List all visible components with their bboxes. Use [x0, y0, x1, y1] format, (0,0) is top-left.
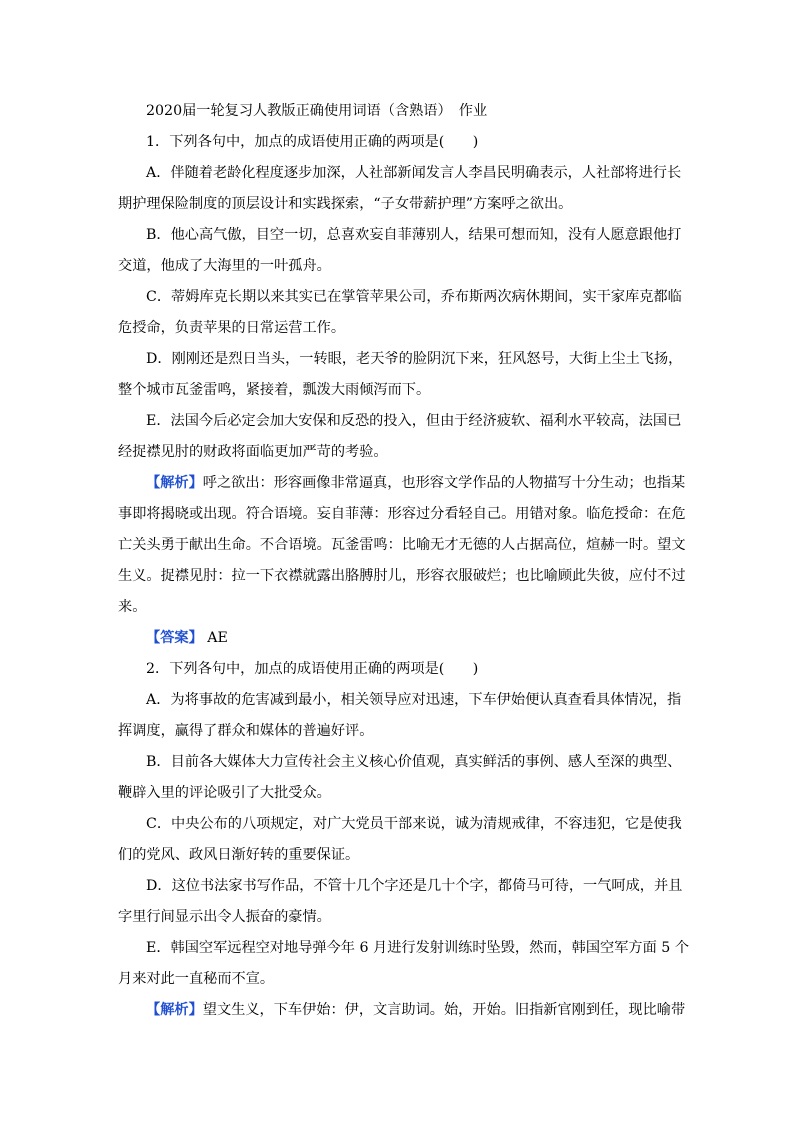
q1-stem: 1．下列各句中，加点的成语使用正确的两项是( )	[146, 134, 479, 150]
q2-analysis-line1	[118, 995, 686, 1026]
q1-analysis-text-1: 呼之欲出：形容画像非常逼真，也形容文学作品的人物描写十分生动；也指某	[202, 475, 686, 491]
q1-option-d-line2: 整个城市瓦釜雷鸣，紧接着，瓢泼大雨倾泻而下。	[118, 382, 431, 398]
q2-option-e-line2: 月来对此一直秘而不宣。	[118, 971, 275, 987]
answer-tag: 【答案】	[146, 630, 203, 646]
analysis-tag: 【解析】	[146, 1002, 203, 1018]
q1-analysis-line1	[118, 468, 686, 499]
analysis-tag: 【解析】	[146, 475, 203, 491]
q2-option-e-line1: E．韩国空军远程空对地导弹今年 6 月进行发射训练时坠毁，然而，韩国空军方面 5 个	[146, 940, 690, 956]
q1-analysis-line2: 事即将揭晓或出现。符合语境。妄自菲薄：形容过分看轻自己。用错对象。临危授命：在危	[118, 506, 686, 522]
q1-analysis-line5: 来。	[118, 599, 147, 615]
q1-answer-line	[118, 623, 678, 654]
q1-analysis-line3: 亡关头勇于献出生命。不合语境。瓦釜雷鸣：比喻无才无德的人占据高位，煊赫一时。望文	[118, 537, 686, 553]
q1-analysis-line4: 生义。捉襟见肘：拉一下衣襟就露出胳膊肘儿，形容衣服破烂；也比喻顾此失彼，应付不过	[118, 568, 686, 584]
q2-option-c-line1: C．中央公布的八项规定，对广大党员干部来说，诚为清规戒律，不容违犯，它是使我	[146, 816, 682, 832]
document-page	[118, 96, 690, 1026]
q2-option-d-line1: D．这位书法家书写作品，不管十几个字还是几十个字，都倚马可待，一气呵成，并且	[146, 878, 683, 894]
q2-analysis-text-1: 望文生义，下车伊始：伊，文言助词。始，开始。旧指新官刚到任，现比喻带	[202, 1002, 686, 1018]
q2-option-b-line2: 鞭辟入里的评论吸引了大批受众。	[118, 785, 331, 801]
q1-option-a-line1: A．伴随着老龄化程度逐步加深，人社部新闻发言人李昌民明确表示，人社部将进行长	[146, 165, 682, 181]
q1-option-b-line2: 交道，他成了大海里的一叶孤舟。	[118, 258, 331, 274]
q2-option-c-line2: 们的党风、政风日渐好转的重要保证。	[118, 847, 360, 863]
q1-option-a-line2: 期护理保险制度的顶层设计和实践探索，“子女带薪护理”方案呼之欲出。	[118, 196, 573, 212]
q2-option-a-line2: 挥调度，赢得了群众和媒体的普遍好评。	[118, 723, 374, 739]
q2-option-b-line1: B．目前各大媒体大力宣传社会主义核心价值观，真实鲜活的事例、感人至深的典型、	[146, 754, 682, 770]
document-title: 2020届一轮复习人教版正确使用词语（含熟语） 作业	[146, 103, 488, 119]
q2-stem: 2．下列各句中，加点的成语使用正确的两项是( )	[146, 661, 479, 677]
q1-option-d-line1: D．刚刚还是烈日当头，一转眼，老天爷的脸阴沉下来，狂风怒号，大街上尘土飞扬，	[146, 351, 683, 367]
q2-option-a-line1: A．为将事故的危害减到最小，相关领导应对迅速，下车伊始便认真查看具体情况，指	[146, 692, 682, 708]
q1-option-c-line2: 危授命，负责苹果的日常运营工作。	[118, 320, 346, 336]
q1-option-b-line1: B．他心高气傲，目空一切，总喜欢妄自菲薄别人，结果可想而知，没有人愿意跟他打	[146, 227, 682, 243]
q1-option-e-line1: E．法国今后必定会加大安保和反恐的投入，但由于经济疲软、福利水平较高，法国已	[146, 413, 682, 429]
q2-option-d-line2: 字里行间显示出令人振奋的豪情。	[118, 909, 331, 925]
q1-option-c-line1: C．蒂姆库克长期以来其实已在掌管苹果公司，乔布斯两次病休期间，实干家库克都临	[146, 289, 682, 305]
q1-option-e-line2: 经捉襟见肘的财政将面临更加严苛的考验。	[118, 444, 388, 460]
q1-answer-value: AE	[202, 630, 228, 646]
